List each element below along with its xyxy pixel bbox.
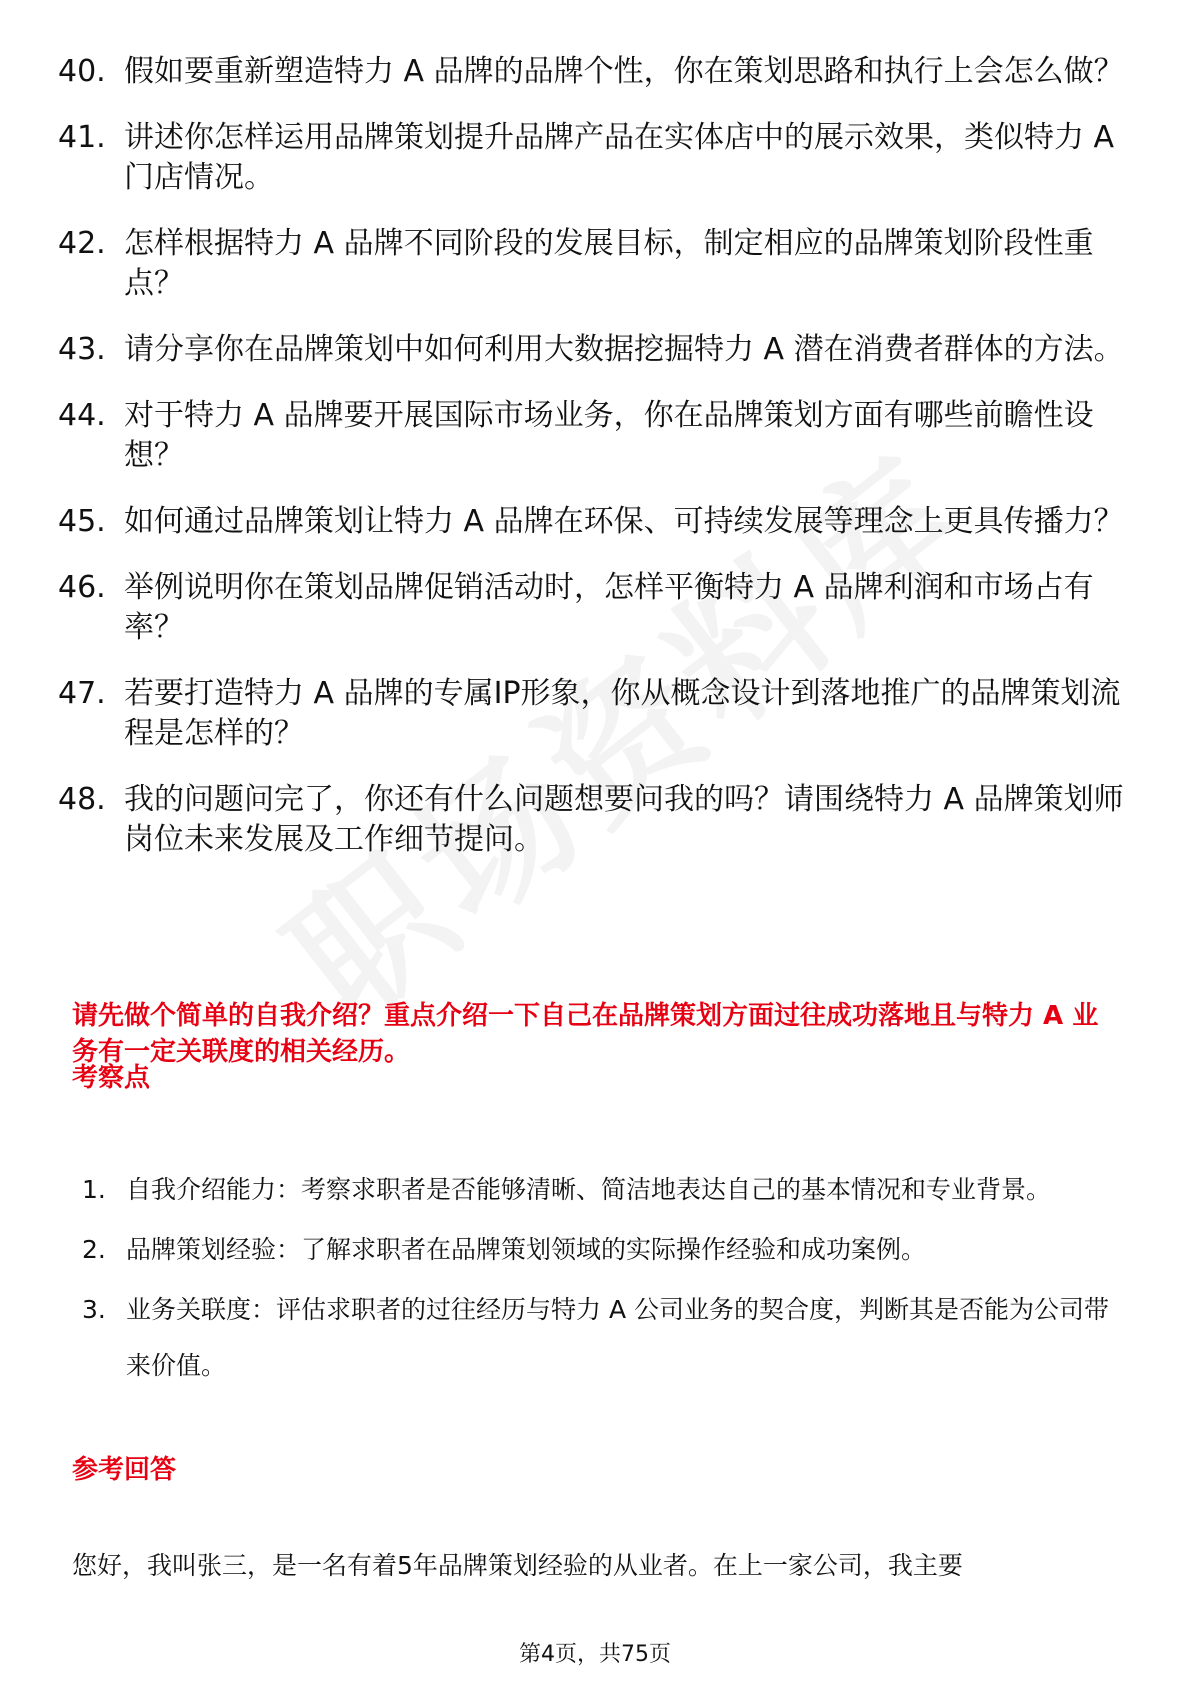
question-item [58,224,1138,304]
question-text: 请分享你在品牌策划中如何利用大数据挖掘特力 A 潜在消费者群体的方法。 [124,332,1124,367]
exam-point-text: 品牌策划经验：了解求职者在品牌策划领域的实际操作经验和成功案例。 [126,1235,927,1264]
question-number: 40. [58,54,106,89]
question-list [58,52,1138,886]
question-item [58,502,1138,542]
question-number: 44. [58,398,106,433]
exam-point-item [82,1162,1122,1218]
exam-point-number: 1. [82,1175,106,1204]
question-text: 如何通过品牌策划让特力 A 品牌在环保、可持续发展等理念上更具传播力？ [124,504,1124,539]
exam-point-number: 3. [82,1295,106,1324]
reference-answer-text: 您好，我叫张三，是一名有着5年品牌策划经验的从业者。在上一家公司，我主要 [72,1551,963,1580]
exam-point-number: 2. [82,1235,106,1264]
question-number: 41. [58,120,106,155]
exam-points-heading: 考察点 [72,1063,151,1093]
question-number: 45. [58,504,106,539]
question-text: 讲述你怎样运用品牌策划提升品牌产品在实体店中的展示效果，类似特力 A 门店情况。 [124,120,1115,195]
exam-point-text: 业务关联度：评估求职者的过往经历与特力 A 公司业务的契合度，判断其是否能为公司带来价值。 [126,1295,1109,1380]
interview-prompt: 请先做个简单的自我介绍？重点介绍一下自己在品牌策划方面过往成功落地且与特力 A 业务有一定关联度的相关经历。 [72,1001,1099,1067]
question-number: 46. [58,570,106,605]
question-number: 48. [58,782,106,817]
exam-point-text: 自我介绍能力：考察求职者是否能够清晰、简洁地表达自己的基本情况和专业背景。 [126,1175,1052,1204]
question-item [58,396,1138,476]
question-text: 举例说明你在策划品牌促销活动时，怎样平衡特力 A 品牌利润和市场占有率？ [124,570,1094,645]
question-text: 我的问题问完了，你还有什么问题想要问我的吗？请围绕特力 A 品牌策划师岗位未来发展及工作细节提问。 [124,782,1124,857]
question-number: 43. [58,332,106,367]
question-item [58,52,1138,92]
question-text: 若要打造特力 A 品牌的专属IP形象，你从概念设计到落地推广的品牌策划流程是怎样的？ [124,676,1121,751]
question-item [58,674,1138,754]
exam-point-item [82,1222,1122,1278]
question-item [58,780,1138,860]
question-item [58,330,1138,370]
question-item [58,568,1138,648]
question-text: 假如要重新塑造特力 A 品牌的品牌个性，你在策划思路和执行上会怎么做？ [124,54,1124,89]
page-number: 第4页，共75页 [519,1642,671,1667]
reference-answer-heading: 参考回答 [72,1455,177,1485]
question-text: 怎样根据特力 A 品牌不同阶段的发展目标，制定相应的品牌策划阶段性重点？ [124,226,1094,301]
exam-point-item [82,1282,1122,1394]
question-number: 42. [58,226,106,261]
question-number: 47. [58,676,106,711]
exam-points-list [82,1162,1122,1398]
question-text: 对于特力 A 品牌要开展国际市场业务，你在品牌策划方面有哪些前瞻性设想？ [124,398,1094,473]
question-item [58,118,1138,198]
